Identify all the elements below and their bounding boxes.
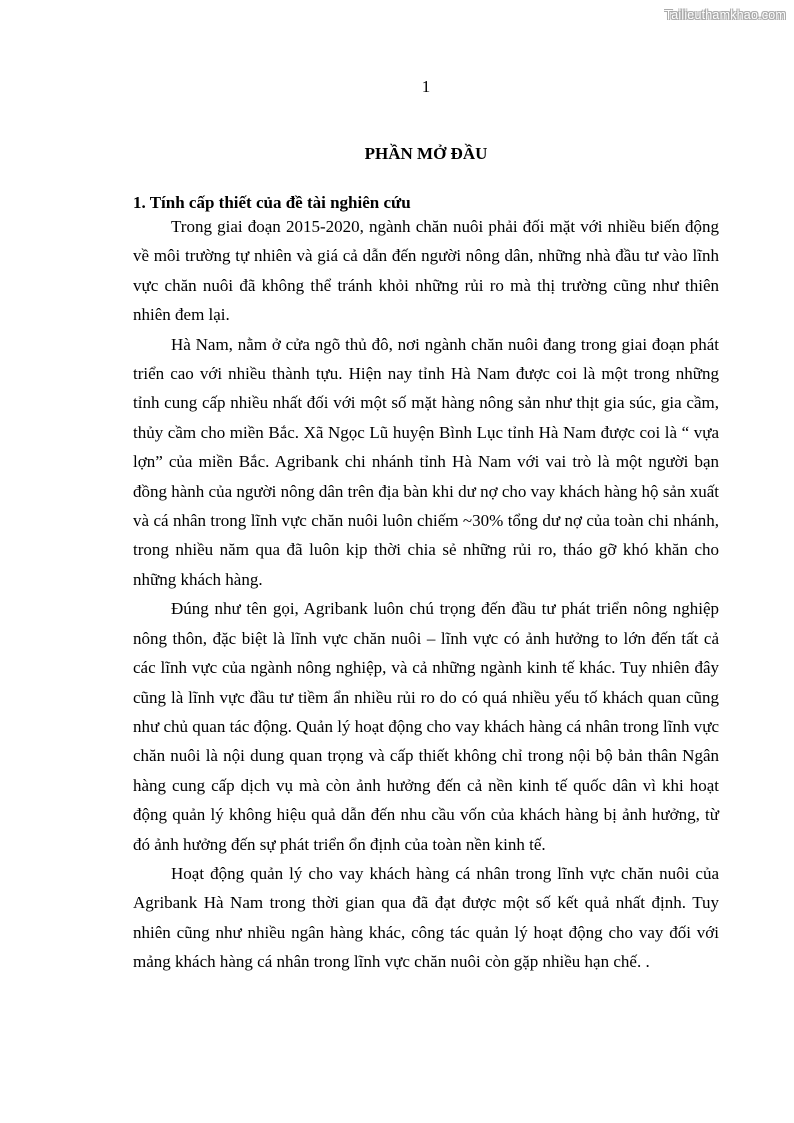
paragraph: Đúng như tên gọi, Agribank luôn chú trọng đến đầu tư phát triển nông nghiệp nông thôn, đặc biệt là lĩnh vực chăn nuôi – lĩnh vực có ảnh hưởng to lớn đến tất cả các lĩnh vực của ngành nông nghiệp, và cả những ngành kinh tế khác. Tuy nhiên đây cũng là lĩnh vực đầu tư tiềm ẩn nhiều rủi ro do có quá nhiều yếu tố khách quan cũng như chủ quan tác động. Quản lý hoạt động cho vay khách hàng cá nhân trong lĩnh vực chăn nuôi là nội dung quan trọng và cấp thiết không chỉ trong nội bộ bản thân Ngân hàng cung cấp dịch vụ mà còn ảnh hưởng đến cả nền kinh tế quốc dân vì khi hoạt động quản lý không hiệu quả dẫn đến nhu cầu vốn của khách hàng bị ảnh hưởng, từ đó ảnh hưởng đến sự phát triển ổn định của toàn nền kinh tế. xyxy=(133,599,719,854)
section-heading: 1. Tính cấp thiết của đề tài nghiên cứu xyxy=(133,193,411,212)
body-text xyxy=(133,212,719,977)
paragraph: Hoạt động quản lý cho vay khách hàng cá nhân trong lĩnh vực chăn nuôi của Agribank Hà Nam trong thời gian qua đã đạt được một số kết quả nhất định. Tuy nhiên cũng như nhiều ngân hàng khác, công tác quản lý hoạt động cho vay đối với mảng khách hàng cá nhân trong lĩnh vực chăn nuôi còn gặp nhiều hạn chế. . xyxy=(133,863,719,972)
document-title: PHẦN MỞ ĐẦU xyxy=(364,144,488,163)
watermark-text: Tailieuthamkhao.com xyxy=(664,8,786,22)
paragraph: Trong giai đoạn 2015-2020, ngành chăn nuôi phải đối mặt với nhiều biến động về môi trường tự nhiên và giá cả dẫn đến người nông dân, những nhà đầu tư vào lĩnh vực chăn nuôi đã không thể tránh khỏi những rủi ro mà thị trường cũng như thiên nhiên đem lại. xyxy=(133,217,719,325)
paragraph: Hà Nam, nằm ở cửa ngõ thủ đô, nơi ngành chăn nuôi đang trong giai đoạn phát triển cao với nhiều thành tựu. Hiện nay tỉnh Hà Nam được coi là một trong những tỉnh cung cấp nhiều nhất đối với một số mặt hàng nông sản như thịt gia súc, gia cầm, thủy cầm cho miền Bắc. Xã Ngọc Lũ huyện Bình Lục tỉnh Hà Nam được coi là “ vựa lợn” của miền Bắc. Agribank chi nhánh tỉnh Hà Nam với vai trò là một người bạn đồng hành của người nông dân trên địa bàn khi dư nợ cho vay khách hàng hộ sản xuất và cá nhân trong lĩnh vực chăn nuôi luôn chiếm ~30% tổng dư nợ của toàn chi nhánh, trong nhiều năm qua đã luôn kịp thời chia sẻ những rủi ro, tháo gỡ khó khăn cho những khách hàng. xyxy=(133,334,719,589)
page-number: 1 xyxy=(421,77,431,96)
